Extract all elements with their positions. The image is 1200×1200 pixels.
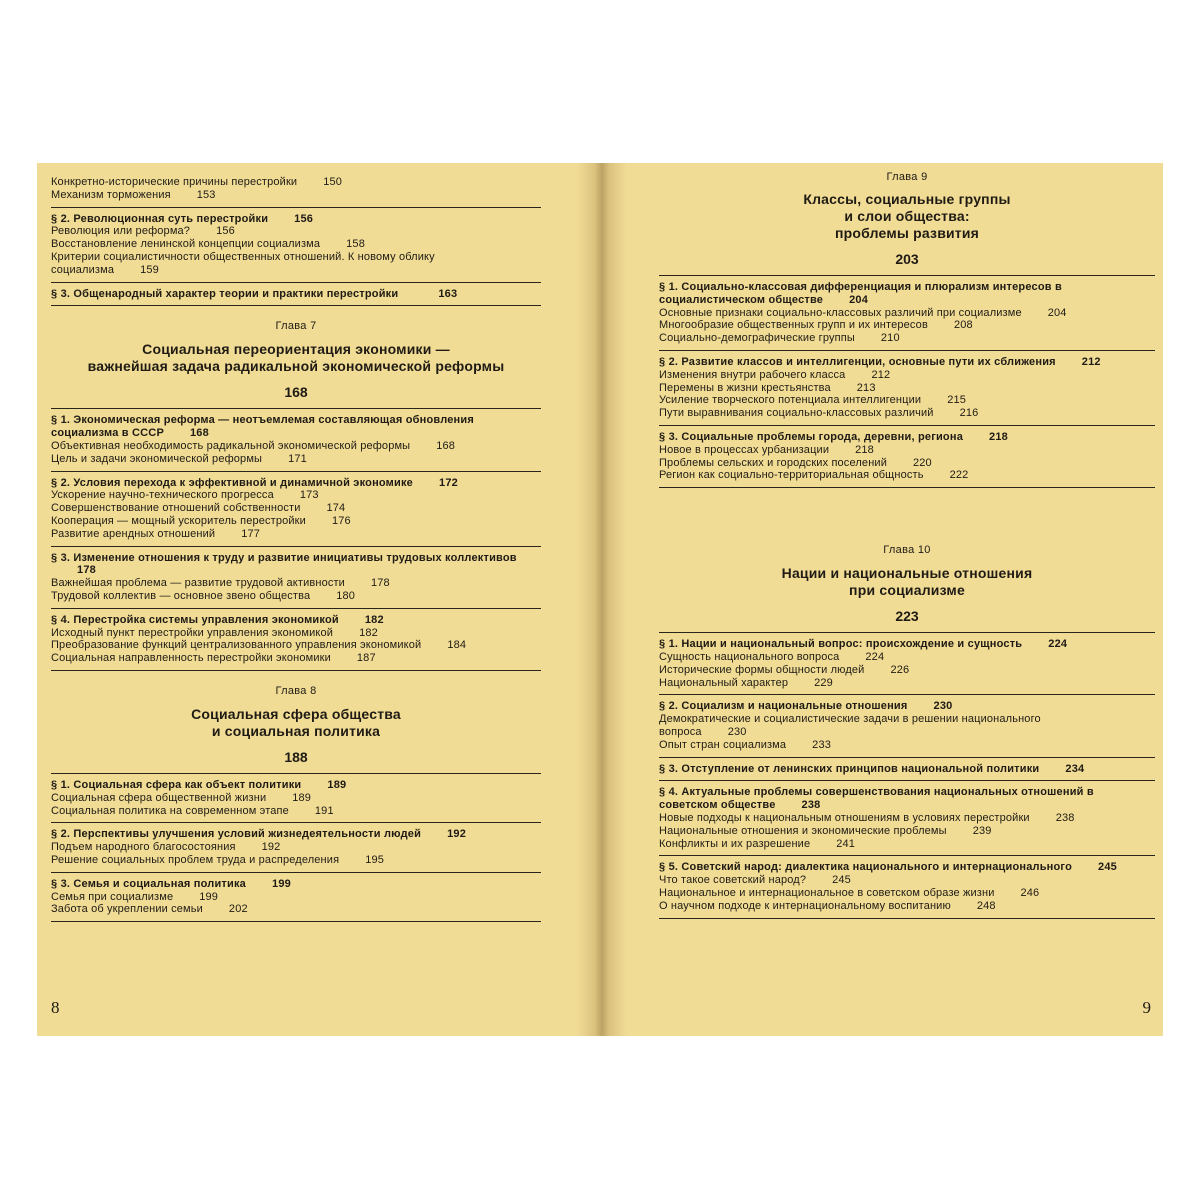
section (659, 861, 1155, 912)
section-heading: § 3. Семья и социальная политика 199 (51, 877, 291, 890)
section (659, 281, 1155, 345)
chapter-8 (51, 685, 541, 922)
section (51, 414, 541, 465)
divider (659, 632, 1155, 633)
toc-entry: вопроса 230 (659, 725, 747, 738)
section (51, 828, 541, 866)
toc-entry: Новое в процессах урбанизации 218 (659, 443, 874, 456)
chapter-page-number: 223 (895, 608, 919, 625)
section (51, 552, 541, 603)
chapter-title: Нации и национальные отношения при социализме (781, 565, 1033, 599)
right-toc (659, 171, 1155, 924)
section (51, 614, 541, 665)
toc-entry: Решение социальных проблем труда и распределения 195 (51, 853, 384, 866)
section-heading: § 1. Нации и национальный вопрос: происхождение и сущность 224 (659, 638, 1068, 651)
toc-entry: Национальные отношения и экономические проблемы 239 (659, 824, 992, 837)
divider (51, 471, 541, 472)
toc-entry: Объективная необходимость радикальной экономической реформы 168 (51, 439, 456, 452)
toc-entry: Что такое советский народ? 245 (659, 874, 851, 887)
toc-entry: Социальная политика на современном этапе 191 (51, 804, 334, 817)
section-heading: § 4. Перестройка системы управления экономикой 182 (51, 613, 384, 626)
divider (51, 670, 541, 671)
section-heading: § 3. Социальные проблемы города, деревни, региона 218 (659, 430, 1008, 443)
divider (659, 918, 1155, 919)
toc-entry: Усиление творческого потенциала интеллигенции 215 (659, 394, 967, 407)
divider (51, 207, 541, 208)
toc-entry: Исторические формы общности людей 226 (659, 663, 910, 676)
section-heading: § 5. Советский народ: диалектика национального и интернационального 245 (659, 861, 1117, 874)
section (659, 638, 1155, 689)
section-heading: § 1. Социальная сфера как объект политики 189 (51, 778, 347, 791)
section-heading: § 2. Социализм и национальные отношения 230 (659, 700, 953, 713)
toc-entry: Конкретно-исторические причины перестройки 150 (51, 176, 343, 188)
toc-entry: Изменения внутри рабочего класса 212 (659, 368, 891, 381)
divider (51, 305, 541, 306)
toc-entry: Конфликты и их разрешение 241 (659, 837, 856, 850)
chapter-7 (51, 320, 541, 671)
section-heading: § 2. Условия перехода к эффективной и динамичной экономике 172 (51, 476, 458, 489)
chapter-page-number: 188 (284, 748, 308, 765)
divider (659, 780, 1155, 781)
divider (659, 757, 1155, 758)
left-toc (51, 176, 541, 927)
divider (659, 855, 1155, 856)
chapter-label: Глава 9 (886, 171, 928, 183)
toc-entry: О научном подходе к интернациональному воспитанию 248 (659, 899, 996, 912)
section (659, 786, 1155, 850)
toc-entry: Новые подходы к национальным отношениям в условиях перестройки 238 (659, 811, 1075, 824)
left-page (37, 163, 593, 1036)
divider (659, 275, 1155, 276)
toc-entry: Проблемы сельских и городских поселений 220 (659, 456, 932, 469)
toc-entry: Преобразование функций централизованного управления экономикой 184 (51, 639, 467, 652)
chapter-label: Глава 8 (275, 684, 317, 697)
book-gutter (577, 163, 627, 1036)
toc-entry: Забота об укреплении семьи 202 (51, 903, 248, 916)
toc-entry: Перемены в жизни крестьянства 213 (659, 381, 876, 394)
toc-entry: Демократические и социалистические задачи в решении национального (659, 713, 1041, 726)
section-heading: § 3. Отступление от ленинских принципов национальной политики 234 (659, 762, 1085, 775)
section-heading: § 2. Революционная суть перестройки 156 (51, 212, 314, 225)
section-heading: § 3. Изменение отношения к труду и развитие инициативы трудовых коллективов178 (51, 551, 517, 577)
chapter-page-number: 168 (284, 384, 308, 401)
section (51, 779, 541, 817)
chapter-9 (659, 171, 1155, 488)
chapter-title: Социальная сфера общества и социальная политика (191, 705, 401, 739)
chapter-10 (659, 544, 1155, 918)
section (659, 356, 1155, 420)
divider (51, 282, 541, 283)
toc-entry: Трудовой коллектив — основное звено общества 180 (51, 589, 356, 602)
toc-entry: Сущность национального вопроса 224 (659, 650, 885, 663)
chapter-label: Глава 10 (883, 544, 931, 557)
divider (51, 608, 541, 609)
toc-entry: Основные признаки социально-классовых различий при социализме 204 (659, 306, 1067, 319)
divider (51, 773, 541, 774)
toc-entry: Совершенствование отношений собственности 174 (51, 502, 346, 515)
divider (51, 822, 541, 823)
top-lines (51, 176, 541, 202)
toc-entry: Восстановление ленинской концепции социализма 158 (51, 238, 365, 251)
section (51, 213, 541, 277)
toc-entry: Революция или реформа? 156 (51, 225, 235, 238)
right-page (593, 163, 1163, 1036)
chapter-label: Глава 7 (275, 320, 317, 333)
section-heading: § 4. Актуальные проблемы совершенствования национальных отношений в советском обществе 238 (659, 786, 1094, 812)
chapter-title: Социальная переориентация экономики — важнейшая задача радикальной экономической реформы (87, 341, 505, 375)
toc-entry: Социально-демографические группы 210 (659, 332, 900, 345)
toc-entry: Механизм торможения 153 (51, 188, 216, 201)
divider (659, 487, 1155, 488)
toc-entry: Опыт стран социализма 233 (659, 738, 831, 751)
section (659, 700, 1155, 751)
toc-entry: Ускорение научно-технического прогресса 173 (51, 489, 319, 502)
toc-entry: Кооперация — мощный ускоритель перестройки 176 (51, 514, 351, 527)
toc-entry: Подъем народного благосостояния 192 (51, 841, 281, 854)
section-heading: § 2. Перспективы улучшения условий жизнедеятельности людей 192 (51, 828, 467, 841)
toc-entry: Национальное и интернациональное в советском образе жизни 246 (659, 886, 1040, 899)
toc-entry: Исходный пункт перестройки управления экономикой 182 (51, 626, 378, 639)
page-number-right: 9 (1142, 998, 1151, 1017)
toc-entry: Критерии социалистичности общественных отношений. К новому облику (51, 250, 435, 263)
divider (51, 921, 541, 922)
toc-entry: социализма 159 (51, 263, 159, 276)
toc-entry: Цель и задачи экономической реформы 171 (51, 452, 307, 465)
toc-entry: Социальная направленность перестройки экономики 187 (51, 652, 376, 665)
toc-entry: Регион как социально-территориальная общность 222 (659, 469, 969, 482)
section (659, 431, 1155, 482)
chapter-title: Классы, социальные группы и слои общества: проблемы развития (803, 191, 1011, 241)
divider (51, 408, 541, 409)
toc-entry: Пути выравнивания социально-классовых различий 216 (659, 407, 979, 420)
section-heading: § 2. Развитие классов и интеллигенции, основные пути их сближения 212 (659, 355, 1101, 368)
toc-entry: Развитие арендных отношений 177 (51, 527, 261, 540)
divider (51, 872, 541, 873)
toc-entry: Семья при социализме 199 (51, 890, 219, 903)
section (51, 878, 541, 916)
page-number-left: 8 (51, 998, 60, 1017)
section (51, 477, 541, 541)
chapter-page-number: 203 (895, 251, 919, 267)
section-heading: § 1. Социально-классовая дифференциация и плюрализм интересов в социалистическом обществе 204 (659, 281, 1062, 306)
divider (659, 425, 1155, 426)
toc-entry: Важнейшая проблема — развитие трудовой активности 178 (51, 577, 390, 590)
divider (659, 350, 1155, 351)
toc-entry: Многообразие общественных групп и их интересов 208 (659, 319, 973, 332)
section-heading: § 3. Общенародный характер теории и практики перестройки 163 (51, 287, 458, 300)
divider (659, 694, 1155, 695)
section-heading: § 1. Экономическая реформа — неотъемлемая составляющая обновления социализма в СССР 168 (51, 414, 474, 440)
toc-entry: Социальная сфера общественной жизни 189 (51, 791, 312, 804)
open-book-spread (37, 163, 1163, 1036)
divider (51, 546, 541, 547)
toc-entry: Национальный характер 229 (659, 676, 833, 689)
